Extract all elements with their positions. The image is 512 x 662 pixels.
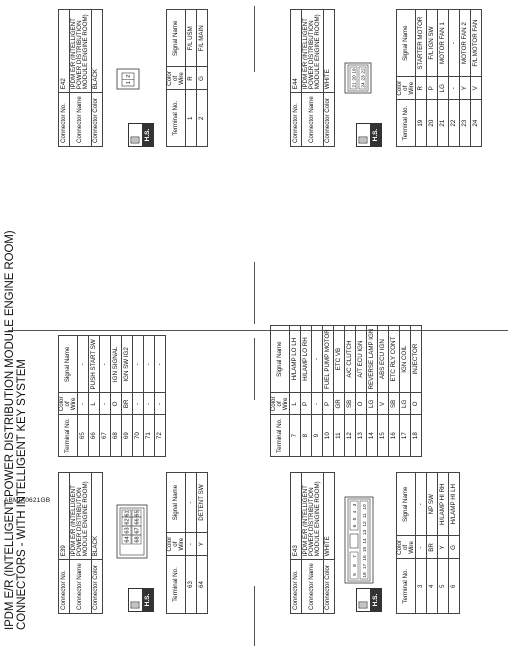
terminal-no: 12 [345,415,356,457]
wire-color: L [290,393,301,415]
table-row [144,336,155,457]
signal-name: F/L IGN SW [427,10,438,77]
signal-name: STARTER MOTOR [416,10,427,77]
pin-label: 68 [134,536,141,543]
pin-label: 20 [352,75,358,81]
wire-color: Y [460,77,471,100]
page-title [4,230,28,630]
signal-name: - [144,336,155,393]
wire-color: GR [334,393,345,415]
connector-e42-info [58,9,103,147]
signal-name: - [100,336,111,393]
connector-hand-icon [130,592,140,609]
pin-label: 21 [352,82,358,88]
table-row [89,336,100,457]
signal-name: H/LAMP HI RH [438,473,449,536]
table-row [155,336,166,457]
connector-no: E43 [291,473,302,560]
header-terminal-no: Terminal No. [167,556,186,614]
pin-label: 66 [134,518,141,525]
title-line-2: CONNECTORS - WITH INTELLIGENT KEY SYSTEM [16,359,28,630]
connector-e39-face [116,504,148,559]
title-line-1: IPDM E/R (INTELLIGENT POWER DISTRIBUTION MODULE ENGINE ROOM) [4,230,16,630]
pin-label: 64 [124,536,131,543]
signal-name: FUEL PUMP MOTOR [323,325,334,393]
wire-color: Y [438,536,449,559]
connector-hand-icon [358,592,368,609]
pin-label: 65 [134,510,141,517]
signal-name: H/LAMP LO LH [290,325,301,393]
pin-label: 23 [361,75,367,81]
table-row [416,10,427,147]
hs-badge [128,123,154,147]
terminal-no: 19 [416,100,427,147]
signal-name: - [416,473,427,536]
signal-name: REVERSE LAMP IGN [367,325,378,393]
connector-color: WHITE [323,473,334,560]
signal-name: H/LAMP LO RH [301,325,312,393]
pin-label: 13 [362,529,368,536]
signal-name: H/LAMP HI LH [449,473,460,536]
label-connector-name: Connector Name [70,560,92,614]
wire-color: P [301,393,312,415]
terminal-no: 2 [197,90,208,147]
pin-label: 63 [124,527,131,534]
connector-hand-icon [358,127,368,144]
connector-color: BLACK [91,10,102,93]
table-row [356,325,367,456]
connector-name: IPDM E/R (INTELLIGENT POWER DISTRIBUTION MODULE ENGINE ROOM) [302,473,324,560]
connector-e39-terminal-table-cont [58,335,166,457]
wire-color: - [144,393,155,415]
table-row [197,473,208,614]
wire-color: R [416,77,427,100]
signal-name: - [133,336,144,393]
table-row [312,325,323,456]
pin-label: 18 [362,572,368,578]
connector-e39-info [58,472,103,614]
header-color-of-wire: Color of Wire [271,393,290,415]
label-connector-color: Connector Color [323,93,334,147]
signal-name: - [312,325,323,393]
table-row [323,325,334,456]
terminal-no: 65 [78,415,89,457]
connector-no: E39 [59,473,70,560]
label-connector-name: Connector Name [302,93,324,147]
wire-color: P [427,77,438,100]
label-connector-no: Connector No. [291,93,302,147]
table-row [122,336,133,457]
pin-label: 6 [352,524,358,528]
terminal-no: 64 [197,556,208,614]
terminal-no: 1 [186,90,197,147]
signal-name: F/L USM [186,10,197,67]
pin-label: 11 [362,513,368,518]
signal-name: DETENT SW [197,473,208,533]
wire-color: BR [427,536,438,559]
header-signal-name: Signal Name [397,473,416,536]
signal-name: MOTOR FAN 1 [438,10,449,77]
table-row [389,325,400,456]
header-terminal-no: Terminal No. [167,90,186,147]
center-divider [8,330,508,331]
connector-name: IPDM E/R (INTELLIGENT POWER DISTRIBUTION MODULE ENGINE ROOM) [70,10,92,93]
pin-label: 67 [134,527,141,534]
wire-color: O [356,393,367,415]
terminal-no: 3 [416,559,427,614]
hs-label: H.S. [370,589,381,611]
header-signal-name: Signal Name [167,10,186,67]
table-row [427,10,438,147]
label-connector-color: Connector Color [323,560,334,614]
terminal-no: 7 [290,415,301,457]
terminal-no: 22 [449,100,460,147]
label-connector-no: Connector No. [291,560,302,614]
table-row [78,336,89,457]
connector-e44-terminal-table [396,9,482,147]
pin-label: 22 [361,68,367,74]
header-color-of-wire: Color of Wire [59,393,78,415]
pin-label: 24 [361,82,367,88]
label-connector-no: Connector No. [59,93,70,147]
hs-badge [128,588,154,612]
table-row [290,325,301,456]
connector-no: E44 [291,10,302,93]
header-signal-name: Signal Name [397,10,416,77]
header-signal-name: Signal Name [271,325,290,393]
pin-label: 61 [124,510,131,517]
wire-color: L [89,393,100,415]
connector-hand-icon [130,127,140,144]
wire-color: V [471,77,482,100]
table-row [427,473,438,614]
table-row [133,336,144,457]
signal-name: - [78,336,89,393]
pin-label: 7 [352,555,358,558]
terminal-no: 69 [122,415,133,457]
wire-color: - [312,393,323,415]
signal-name: A/C CLUTCH [345,325,356,393]
terminal-no: 18 [411,415,422,457]
connector-color: BLACK [91,473,102,560]
table-row [411,325,422,456]
wire-color: V [378,393,389,415]
connector-e44-face [344,62,372,94]
terminal-no: 23 [460,100,471,147]
header-color-of-wire: Color of Wire [397,77,416,100]
terminal-no: 15 [378,415,389,457]
connector-color: WHITE [323,10,334,93]
table-row [460,10,471,147]
pin-label: 14 [362,538,368,544]
header-color-of-wire: Color of Wire [167,67,186,90]
terminal-no: 24 [471,100,482,147]
connector-name: IPDM E/R (INTELLIGENT POWER DISTRIBUTION MODULE ENGINE ROOM) [70,473,92,560]
pin-label: 2 [126,74,132,78]
wire-color: - [449,77,460,100]
pin-label: 62 [124,518,131,525]
wire-color: SB [345,393,356,415]
signal-name: A/T ECU IGN [356,325,367,393]
wire-color: - [416,536,427,559]
wire-color: - [186,533,197,556]
connector-e42-face [116,68,140,90]
pin-label: 17 [362,563,368,570]
hs-label: H.S. [142,589,153,611]
wire-color: - [155,393,166,415]
wire-color: - [133,393,144,415]
pin-label: 1 [126,81,132,85]
wire-color: LG [438,77,449,100]
connector-no: E42 [59,10,70,93]
terminal-no: 16 [389,415,400,457]
pin-label: 16 [362,555,368,561]
wire-color: R [186,67,197,90]
table-row [100,336,111,457]
connector-e39-terminal-table [166,472,208,614]
terminal-no: 11 [334,415,345,457]
terminal-no: 13 [356,415,367,457]
hs-badge [356,588,382,612]
terminal-no: 21 [438,100,449,147]
wire-color: O [411,393,422,415]
terminal-no: 70 [133,415,144,457]
connector-e43-terminal-table-cont [270,325,422,457]
signal-name: - [186,473,197,533]
table-row [378,325,389,456]
hs-label: H.S. [370,124,381,146]
pin-label: 10 [362,504,368,510]
label-connector-name: Connector Name [302,560,324,614]
terminal-no: 71 [144,415,155,457]
table-row [367,325,378,456]
connector-e43-info [290,472,335,614]
signal-name: IGN SIGNAL [111,336,122,393]
table-row [400,325,411,456]
terminal-no: 8 [301,415,312,457]
pin-label: 5 [352,517,358,521]
wire-color: SB [389,393,400,415]
pin-label: 12 [362,521,368,527]
table-row [301,325,312,456]
pin-label: 8 [352,564,358,567]
header-signal-name: Signal Name [59,336,78,393]
terminal-no: 6 [449,559,460,614]
wire-color: P [323,393,334,415]
signal-name: MOTOR FAN 2 [460,10,471,77]
connector-e44-info [290,9,335,147]
figure-code: ABMIA0621GB [4,497,51,504]
signal-name: F/L MOTOR FAN [471,10,482,77]
terminal-no: 17 [400,415,411,457]
connector-e42-terminal-table [166,9,208,147]
table-row [186,473,197,614]
table-row [438,473,449,614]
table-row [186,10,197,147]
wire-color: LG [367,393,378,415]
label-connector-color: Connector Color [91,560,102,614]
terminal-no: 4 [427,559,438,614]
connector-name: IPDM E/R (INTELLIGENT POWER DISTRIBUTION MODULE ENGINE ROOM) [302,10,324,93]
header-terminal-no: Terminal No. [397,559,416,614]
label-connector-name: Connector Name [70,93,92,147]
signal-name: IGN SW IG2 [122,336,133,393]
terminal-no: 14 [367,415,378,457]
label-connector-no: Connector No. [59,560,70,614]
divider-right-a [254,262,255,324]
connector-e43-face [344,496,374,584]
signal-name: ETC RLY CONT [389,325,400,393]
wire-color: - [78,393,89,415]
pin-label: 4 [352,510,358,514]
table-row [334,325,345,456]
pin-label: 15 [362,546,368,553]
table-row [438,10,449,147]
signal-name: ABS ECU IGN [378,325,389,393]
terminal-no: 10 [323,415,334,457]
terminal-no: 66 [89,415,100,457]
label-connector-color: Connector Color [91,93,102,147]
signal-name: INJECTOR [411,325,422,393]
terminal-no: 72 [155,415,166,457]
header-color-of-wire: Color of Wire [397,536,416,559]
wire-color: Y [197,533,208,556]
terminal-no: 67 [100,415,111,457]
wire-color: - [100,393,111,415]
terminal-no: 5 [438,559,449,614]
table-row [197,10,208,147]
table-row [449,473,460,614]
header-color-of-wire: Color of Wire [167,533,186,556]
table-row [471,10,482,147]
table-row [416,473,427,614]
signal-name: IGN COIL [400,325,411,393]
pin-label: 9 [352,573,358,576]
header-signal-name: Signal Name [167,473,186,533]
terminal-no: 63 [186,556,197,614]
signal-name: NP SW [427,473,438,536]
pin-label: 3 [352,503,358,507]
header-terminal-no: Terminal No. [271,415,290,457]
signal-name: PUSH START SW [89,336,100,393]
terminal-no: 68 [111,415,122,457]
divider-right-b [254,6,255,72]
signal-name: - [449,10,460,77]
header-terminal-no: Terminal No. [59,415,78,457]
signal-name: ETC VB [334,325,345,393]
terminal-no: 9 [312,415,323,457]
pin-label: 19 [352,68,358,74]
table-row [449,10,460,147]
connector-e43-terminal-table [396,472,460,614]
signal-name: - [155,336,166,393]
wire-color: G [197,67,208,90]
hs-label: H.S. [142,124,153,146]
wire-color: G [449,536,460,559]
wire-color: O [111,393,122,415]
divider-left-a [254,586,255,646]
divider-left-b [254,338,255,400]
wire-color: BR [122,393,133,415]
wire-color: LG [400,393,411,415]
terminal-no: 20 [427,100,438,147]
header-terminal-no: Terminal No. [397,100,416,147]
table-row [345,325,356,456]
hs-badge [356,123,382,147]
signal-name: F/L MAIN [197,10,208,67]
table-row [111,336,122,457]
